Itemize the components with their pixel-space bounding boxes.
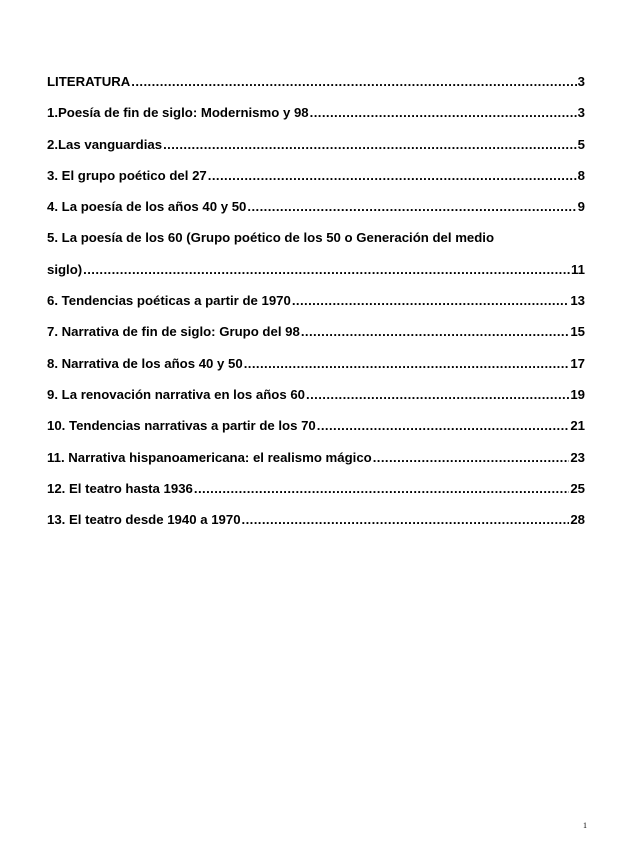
toc-dot-leader xyxy=(301,322,570,342)
toc-entry-9[interactable] xyxy=(47,385,585,416)
toc-entry-12[interactable] xyxy=(47,479,585,510)
table-of-contents xyxy=(47,72,585,541)
toc-entry-title: 9. La renovación narrativa en los años 60 xyxy=(47,386,305,402)
toc-dot-leader xyxy=(131,72,576,92)
toc-entry-title: 10. Tendencias narrativas a partir de los 70 xyxy=(47,418,316,434)
toc-entry-page: 13 xyxy=(570,293,585,309)
toc-entry-page: 21 xyxy=(570,418,585,434)
toc-entry-8[interactable] xyxy=(47,354,585,385)
toc-entry-title: LITERATURA xyxy=(47,74,131,89)
toc-entry-2[interactable] xyxy=(47,135,585,166)
toc-dot-leader xyxy=(194,479,569,499)
toc-dot-leader xyxy=(373,448,570,468)
toc-entry-title: 6. Tendencias poéticas a partir de 1970 xyxy=(47,293,291,309)
toc-entry-page: 17 xyxy=(570,355,585,371)
toc-entry-page: 15 xyxy=(570,324,585,340)
toc-entry-page: 8 xyxy=(577,167,585,183)
toc-entry-title: siglo) xyxy=(47,261,83,277)
toc-entry-page: 25 xyxy=(570,480,585,496)
toc-entry-title: 13. El teatro desde 1940 a 1970 xyxy=(47,512,241,528)
toc-dot-leader xyxy=(244,354,570,374)
toc-entry-5[interactable] xyxy=(47,260,585,291)
toc-entry-13[interactable] xyxy=(47,510,585,541)
toc-entry-title: 8. Narrativa de los años 40 y 50 xyxy=(47,355,243,371)
toc-dot-leader xyxy=(83,260,570,280)
toc-entry-page: 5 xyxy=(577,136,585,152)
toc-entry-3[interactable] xyxy=(47,166,585,197)
toc-entry-literatura[interactable] xyxy=(47,72,585,103)
toc-entry-page: 9 xyxy=(577,199,585,215)
toc-entry-page: 23 xyxy=(570,449,585,465)
toc-entry-7[interactable] xyxy=(47,322,585,353)
toc-dot-leader xyxy=(247,197,576,217)
toc-dot-leader xyxy=(317,416,570,436)
toc-entry-title: 2.Las vanguardias xyxy=(47,136,163,152)
page-number: 1 xyxy=(583,821,587,830)
toc-entry-title: 3. El grupo poético del 27 xyxy=(47,167,207,183)
toc-entry-title: 11. Narrativa hispanoamericana: el realismo mágico xyxy=(47,449,372,465)
toc-dot-leader xyxy=(310,103,577,123)
toc-dot-leader xyxy=(306,385,569,405)
toc-entry-title: 12. El teatro hasta 1936 xyxy=(47,480,193,496)
toc-entry-page: 19 xyxy=(570,386,585,402)
toc-dot-leader xyxy=(163,135,577,155)
toc-entry-page: 3 xyxy=(577,74,585,89)
toc-entry-title: 1.Poesía de fin de siglo: Modernismo y 98 xyxy=(47,105,309,121)
toc-entry-title: 5. La poesía de los 60 (Grupo poético de los 50 o Generación del medio xyxy=(47,230,495,246)
toc-entry-5-line1[interactable] xyxy=(47,228,585,259)
toc-entry-page: 28 xyxy=(570,512,585,528)
toc-entry-11[interactable] xyxy=(47,448,585,479)
toc-dot-leader xyxy=(208,166,577,186)
toc-entry-page: 11 xyxy=(571,261,585,277)
toc-entry-title: 4. La poesía de los años 40 y 50 xyxy=(47,199,247,215)
toc-entry-1[interactable] xyxy=(47,103,585,134)
toc-entry-4[interactable] xyxy=(47,197,585,228)
toc-entry-10[interactable] xyxy=(47,416,585,447)
toc-dot-leader xyxy=(242,510,570,530)
toc-entry-6[interactable] xyxy=(47,291,585,322)
toc-entry-page: 3 xyxy=(577,105,585,121)
toc-entry-title: 7. Narrativa de fin de siglo: Grupo del 98 xyxy=(47,324,300,340)
toc-dot-leader xyxy=(292,291,569,311)
